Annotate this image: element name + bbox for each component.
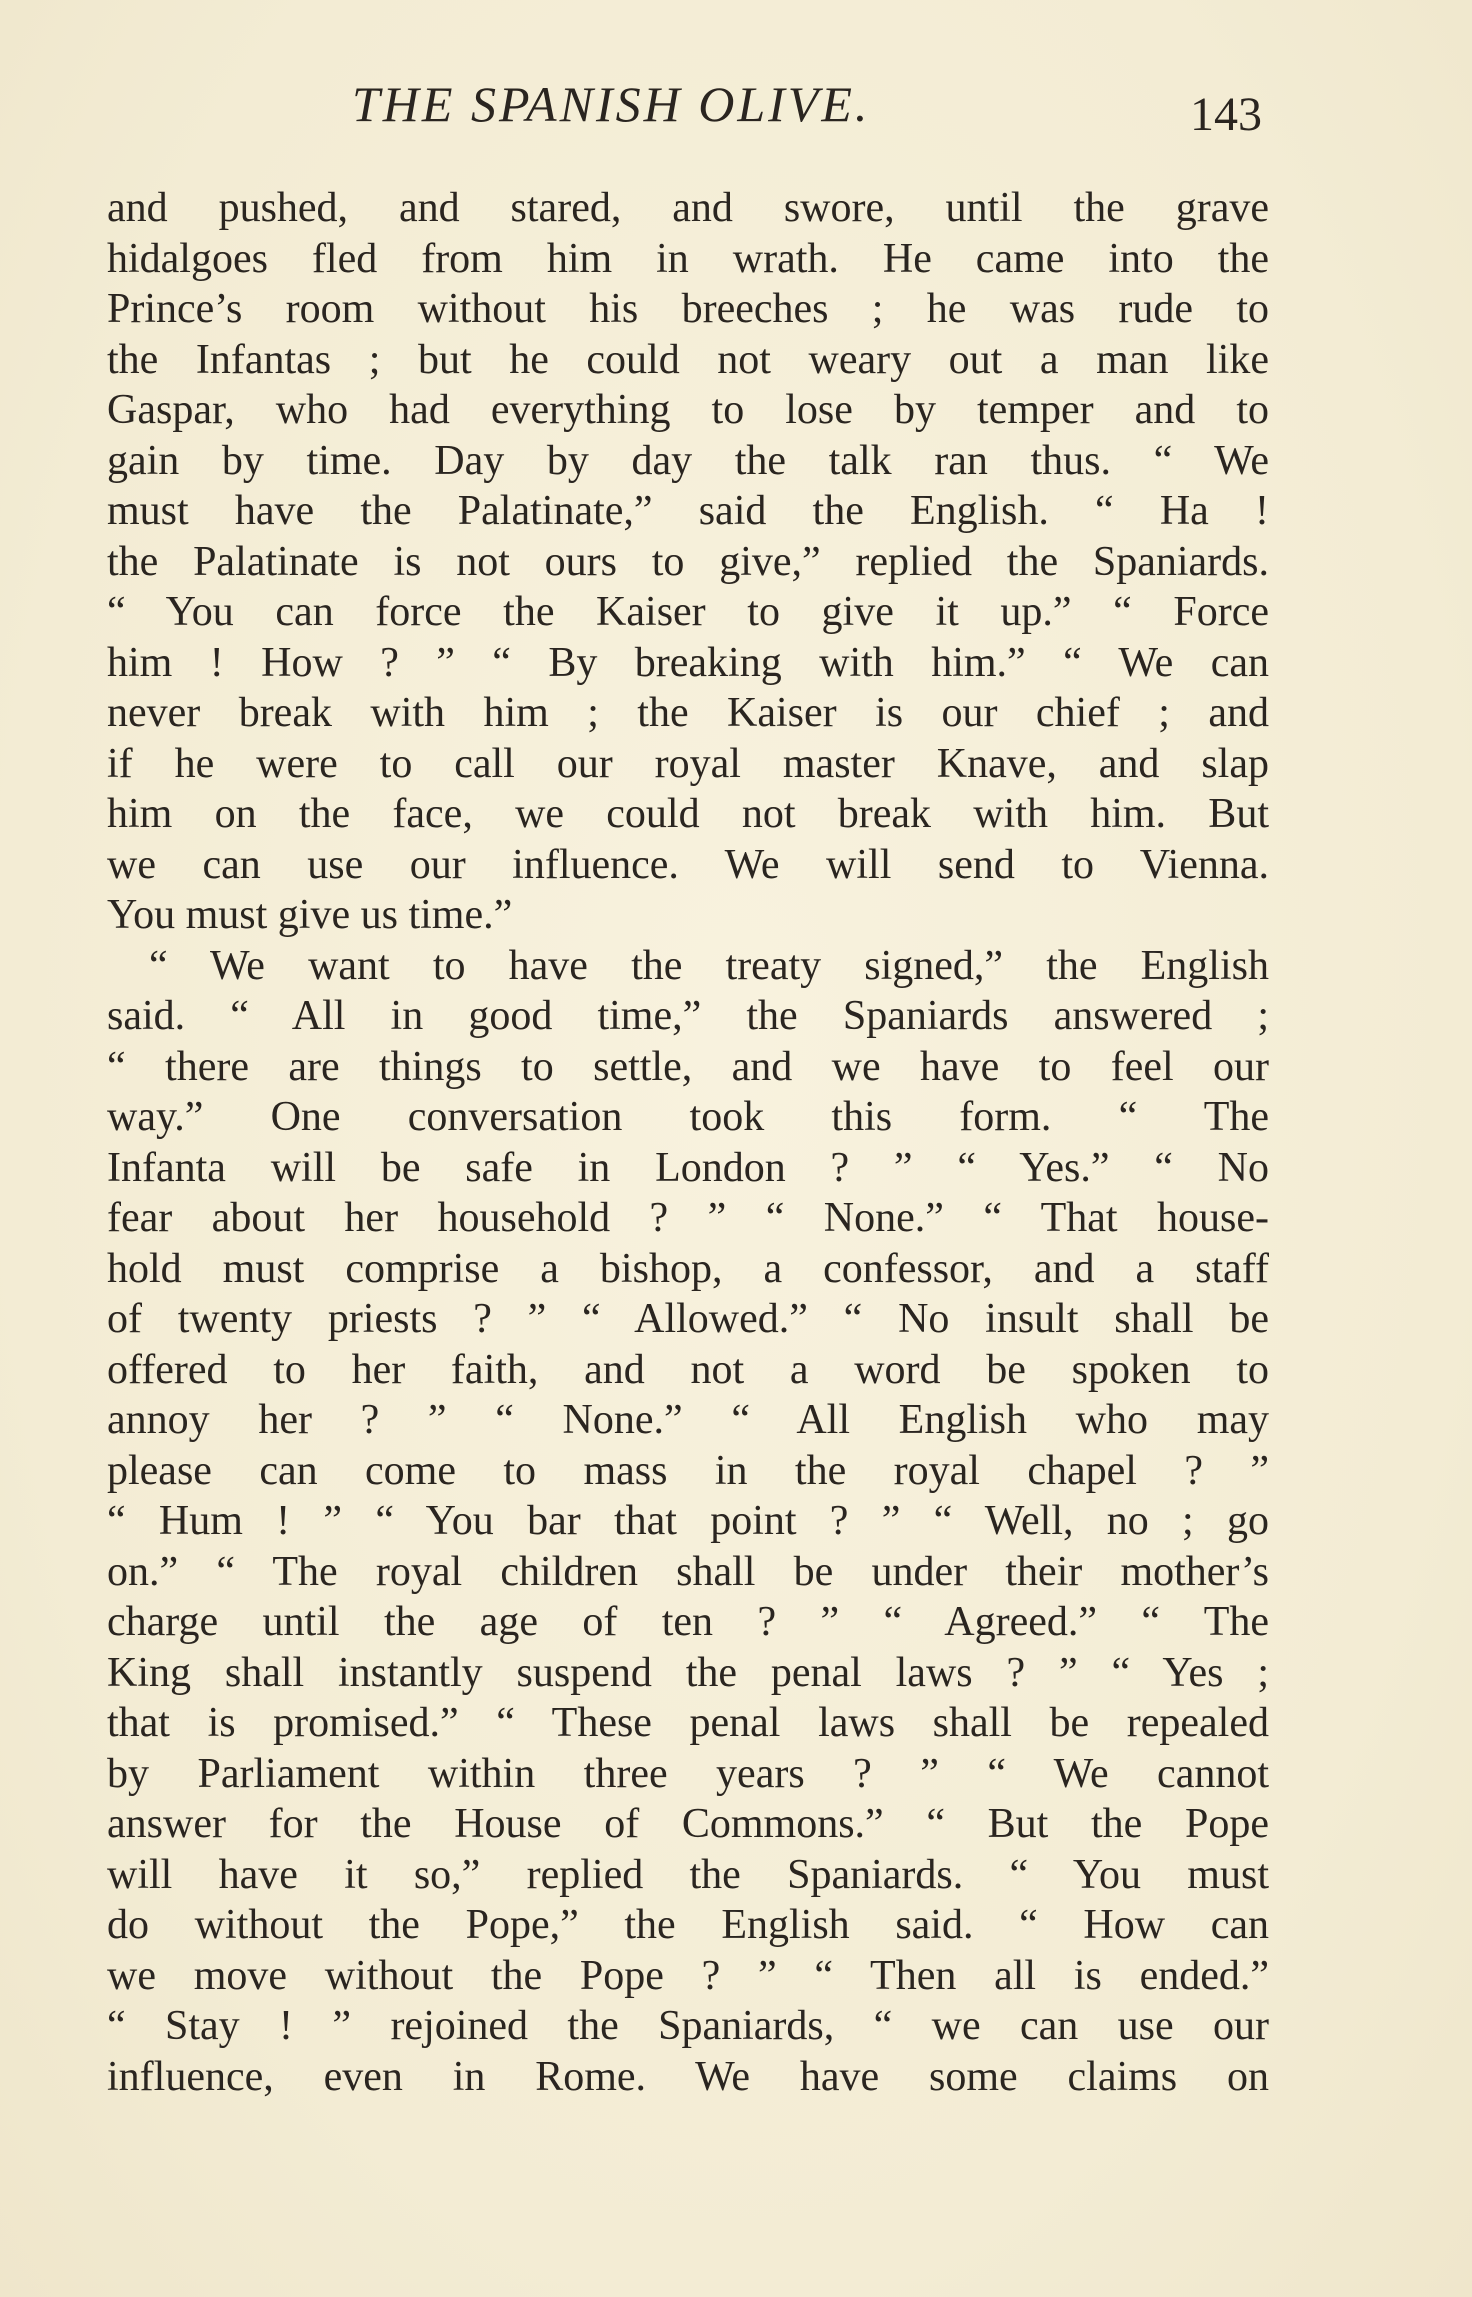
text-line: do without the Pope,” the English said. “ How can [107,1902,1269,1948]
text-line: said. “ All in good time,” the Spaniards answered ; [107,993,1269,1039]
text-line: “ You can force the Kaiser to give it up.” “ Force [107,589,1269,635]
text-line: “ Hum ! ” “ You bar that point ? ” “ Well, no ; go [107,1498,1269,1544]
text-line: of twenty priests ? ” “ Allowed.” “ No insult shall be [107,1296,1269,1342]
text-line: hold must comprise a bishop, a confessor, and a staff [107,1245,1269,1292]
page-number: 143 [1190,88,1262,141]
text-line: him on the face, we could not break with him. But [107,791,1269,837]
text-line: “ We want to have the treaty signed,” the English [149,942,1269,989]
text-line: if he were to call our royal master Knave, and slap [107,740,1269,787]
text-line: “ Stay ! ” rejoined the Spaniards, “ we can use our [107,2003,1269,2049]
text-line: that is promised.” “ These penal laws shall be repealed [107,1700,1269,1746]
text-line: him ! How ? ” “ By breaking with him.” “ We can [107,639,1269,686]
text-line: Gaspar, who had everything to lose by temper and to [107,387,1269,433]
text-line: You must give us time.” [107,892,513,938]
text-line: fear about her household ? ” “ None.” “ That house- [107,1195,1269,1241]
text-line: must have the Palatinate,” said the English. “ Ha ! [107,488,1269,534]
running-title: THE SPANISH OLIVE. [352,76,871,132]
text-line: charge until the age of ten ? ” “ Agreed.” “ The [107,1599,1269,1645]
text-line: hidalgoes fled from him in wrath. He came into the [107,235,1269,282]
text-line: influence, even in Rome. We have some claims on [107,2053,1269,2100]
text-line: Prince’s room without his breeches ; he was rude to [107,286,1269,332]
text-line: never break with him ; the Kaiser is our chief ; and [107,690,1269,736]
text-line: “ there are things to settle, and we have to feel our [107,1043,1269,1090]
text-line: way.” One conversation took this form. “ The [107,1094,1269,1140]
page-header [0,75,1472,145]
body-text [107,183,1269,2102]
text-line: please can come to mass in the royal chapel ? ” [107,1447,1269,1494]
text-line: answer for the House of Commons.” “ But the Pope [107,1801,1269,1847]
text-line: will have it so,” replied the Spaniards. “ You must [107,1851,1269,1898]
text-line: King shall instantly suspend the penal laws ? ” “ Yes ; [107,1649,1269,1696]
text-line: the Infantas ; but he could not weary out a man like [107,336,1269,383]
text-line: Infanta will be safe in London ? ” “ Yes.” “ No [107,1144,1269,1191]
text-line: offered to her faith, and not a word be spoken to [107,1346,1269,1393]
text-line: by Parliament within three years ? ” “ We cannot [107,1750,1269,1797]
text-line: and pushed, and stared, and swore, until the grave [107,185,1269,231]
text-line: we can use our influence. We will send to Vienna. [107,841,1269,888]
text-line: on.” “ The royal children shall be under their mother’s [107,1548,1269,1595]
text-line: we move without the Pope ? ” “ Then all is ended.” [107,1952,1269,1999]
text-line: the Palatinate is not ours to give,” replied the Spaniards. [107,538,1269,585]
text-line: annoy her ? ” “ None.” “ All English who may [107,1397,1269,1443]
text-line: gain by time. Day by day the talk ran thus. “ We [107,437,1269,484]
